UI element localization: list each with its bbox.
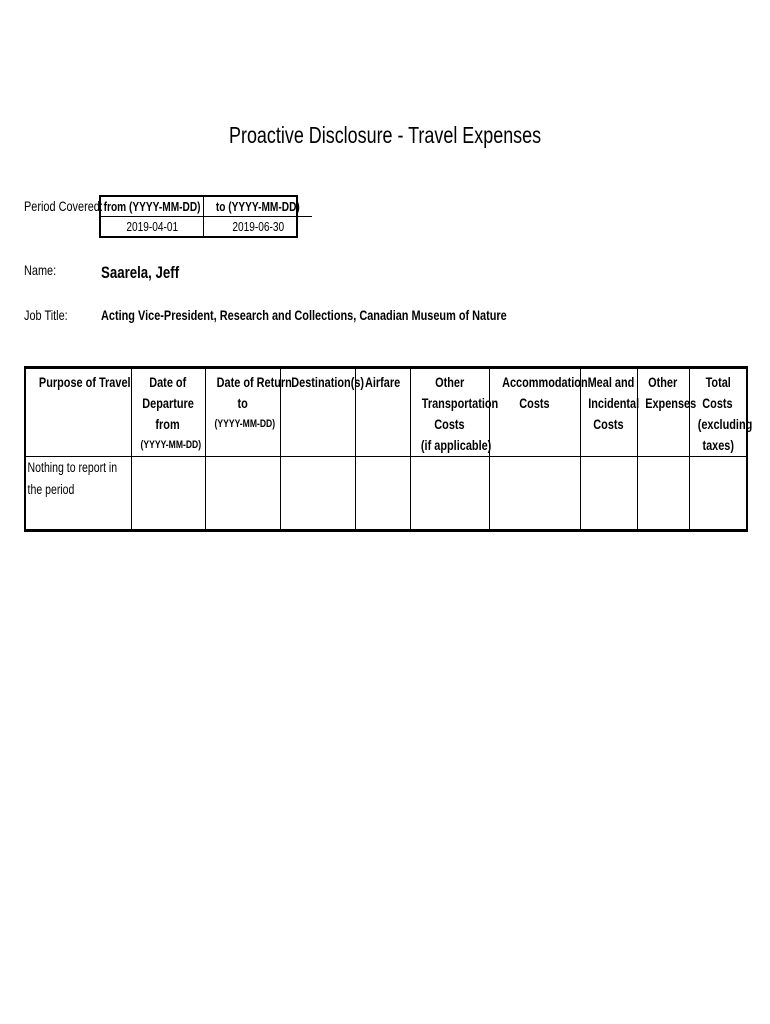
table-cell [489,457,580,531]
column-header-format-hint: (YYYY-MM-DD) [140,439,201,451]
table-cell [580,457,637,531]
job-title-label: Job Title: [24,307,68,323]
column-header-line: Date of Return [216,374,292,390]
period-covered-box [99,195,298,238]
column-header-line: Expenses [644,395,696,411]
table-cell [205,457,280,531]
column-header-line: Costs [519,395,550,411]
period-to-header: to (YYYY-MM-DD) [204,197,312,217]
column-header-line: Date of [149,374,187,390]
column-header-line: Costs [593,416,624,432]
column-header-line: Incidental [587,395,639,411]
table-header-row [25,368,747,457]
period-from-value: 2019-04-01 [101,217,204,236]
period-to-value: 2019-06-30 [231,219,284,234]
table-cell: Nothing to report in the period [25,457,131,531]
column-header-line: Total [705,374,731,390]
table-cell [131,457,205,531]
period-covered-label: Period Covered: [24,198,103,214]
column-header [25,368,131,457]
table-row [25,457,747,531]
table-cell [689,457,747,531]
table-cell [637,457,689,531]
travel-expenses-table [24,366,752,532]
document-title: Proactive Disclosure - Travel Expenses [228,122,542,148]
table-cell [355,457,410,531]
column-header-line: Costs [434,416,465,432]
column-header-line: Purpose of Travel [38,374,131,390]
column-header [280,368,364,457]
column-header-line: Departure [142,395,194,411]
column-header [205,368,292,457]
column-header-line: Accommodation [501,374,588,390]
column-header-line: (excluding [697,416,752,432]
column-header-format-hint: (YYYY-MM-DD) [214,418,275,430]
column-header [489,368,588,457]
column-header-line: to [237,395,248,411]
column-header-line: Destination(s) [290,374,364,390]
column-header [580,368,637,457]
column-header-line: Transportation [421,395,498,411]
column-header-line: from [155,416,181,432]
name-value: Saarela, Jeff [101,263,180,282]
column-header-line: Airfare [364,374,401,390]
column-header [131,368,205,457]
column-header-line: Meal and [587,374,634,390]
name-label: Name: [24,262,57,278]
column-header-line: taxes) [701,437,734,453]
column-header-line: Costs [702,395,733,411]
table-cell [410,457,489,531]
period-from-header: from (YYYY-MM-DD) [101,197,204,217]
column-header [637,368,696,457]
job-title-value: Acting Vice-President, Research and Collections, Canadian Museum of Nature [101,307,507,323]
column-header [689,368,752,457]
table-cell [280,457,355,531]
column-header-line: Other [648,374,678,390]
column-header-line: Other [434,374,465,390]
column-header-line: (if applicable) [420,437,491,453]
column-header [410,368,498,457]
